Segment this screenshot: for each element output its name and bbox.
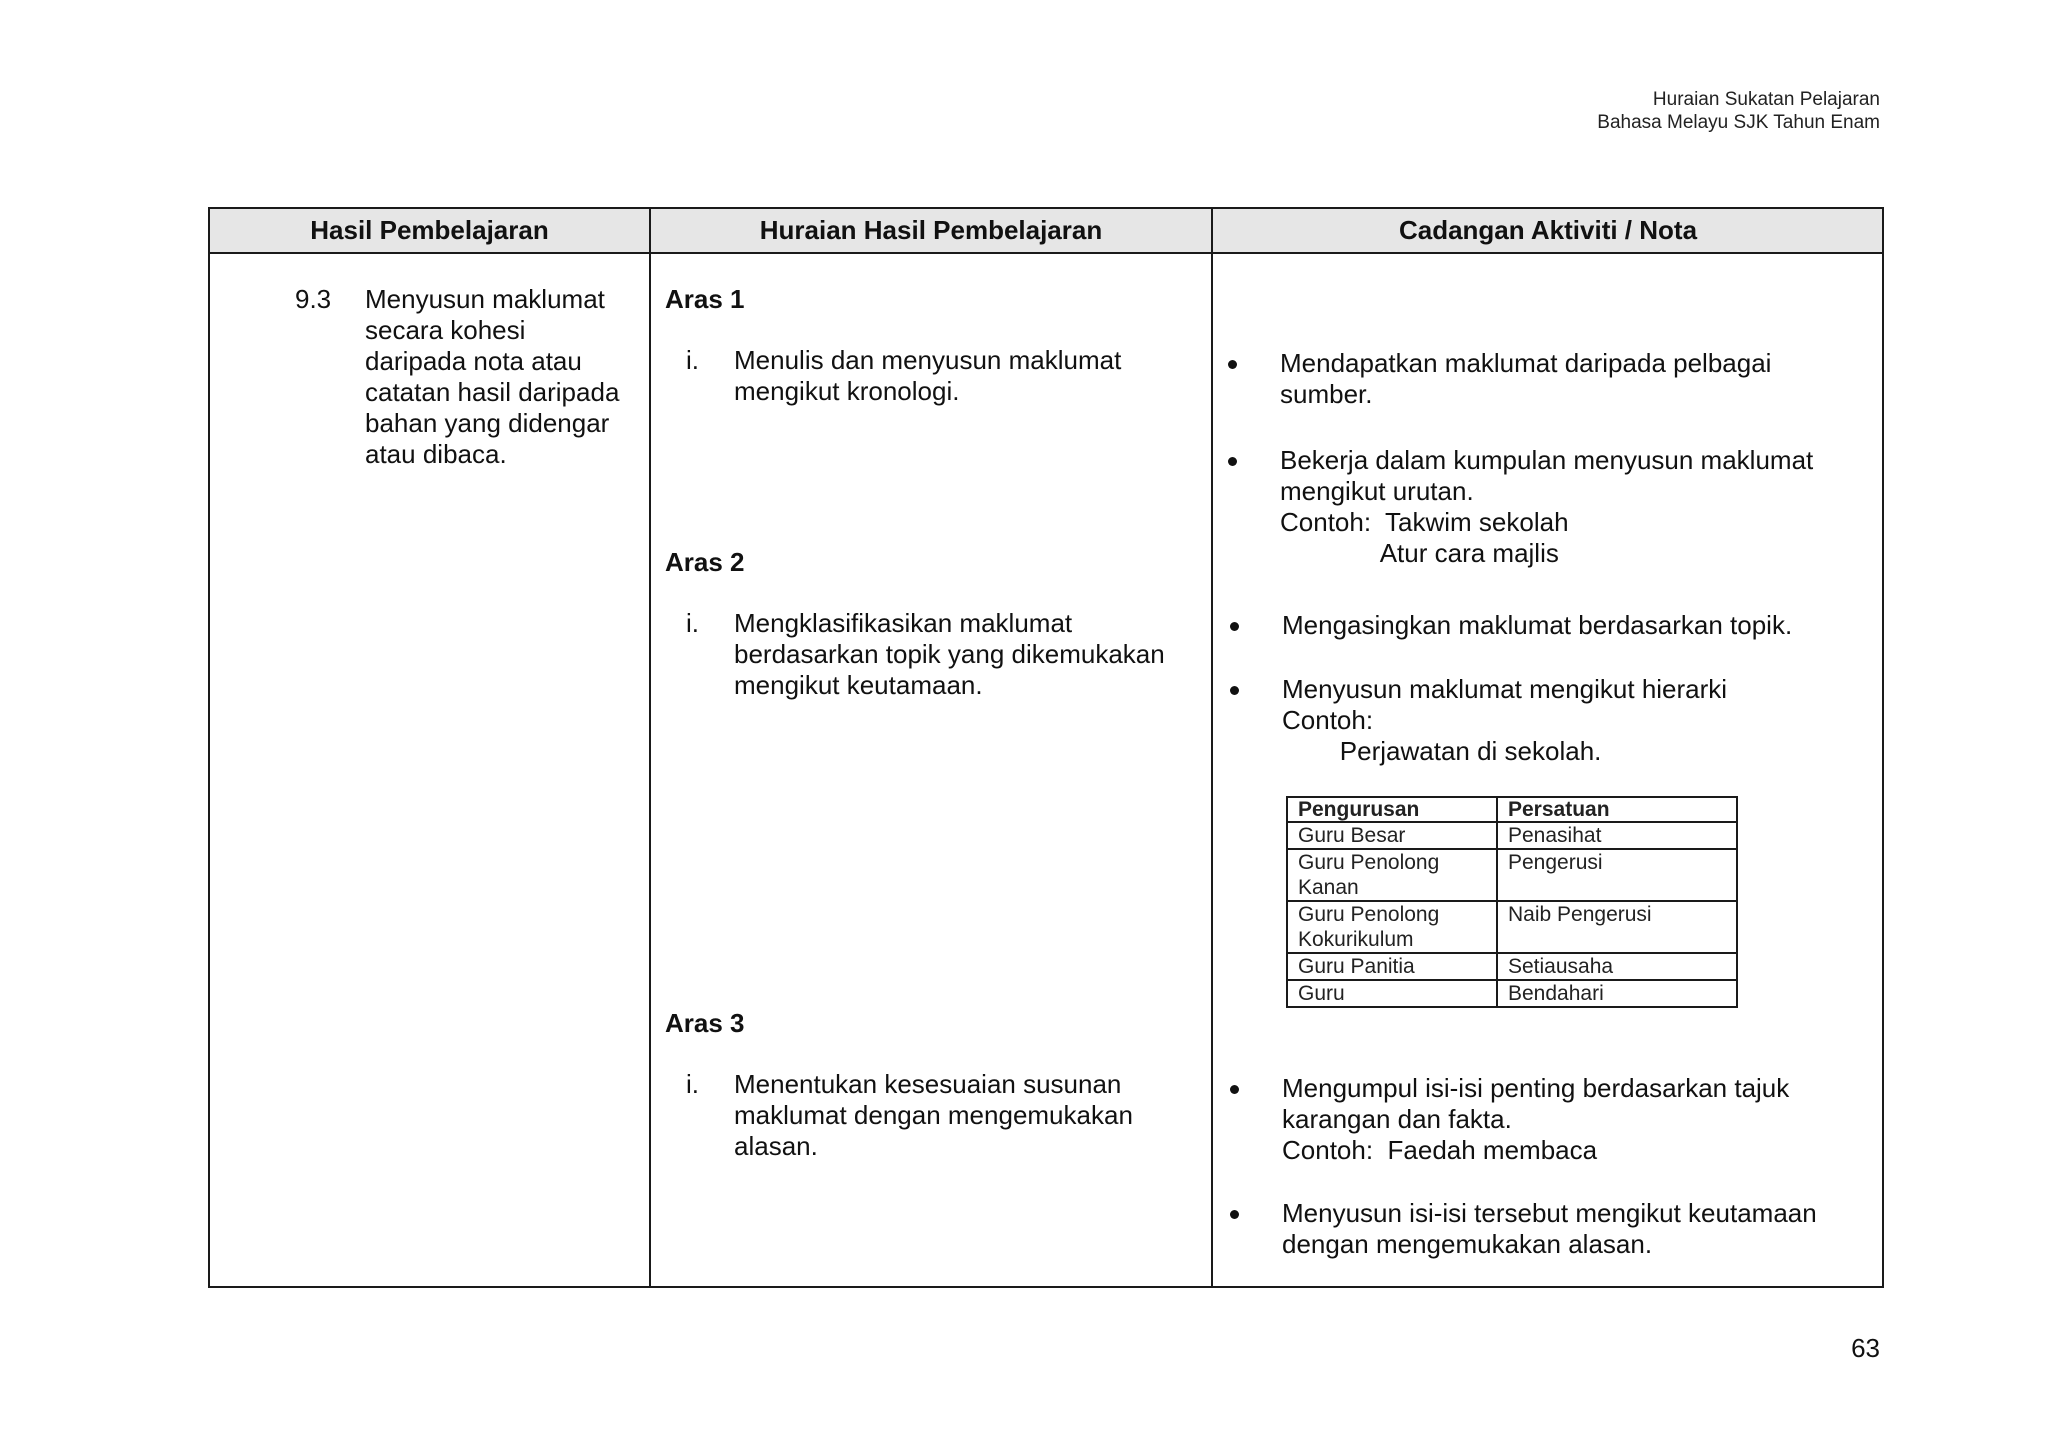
level-item-line: Mengklasifikasikan maklumat	[734, 608, 1073, 638]
activity-line: dengan mengemukakan alasan.	[1282, 1229, 1653, 1259]
activity-line: Atur cara majlis	[1280, 538, 1559, 568]
column-header-suggested-activities: Cadangan Aktiviti / Nota	[1398, 215, 1698, 245]
activity-line: sumber.	[1280, 379, 1373, 409]
activity-line: Menyusun maklumat mengikut hierarki	[1282, 674, 1728, 704]
table-cell: Pengerusi	[1497, 849, 1737, 901]
bullet-icon	[1230, 686, 1239, 695]
bullet-icon	[1230, 1210, 1239, 1219]
activity-line: Mengasingkan maklumat berdasarkan topik.	[1282, 610, 1793, 640]
activity-line: Bekerja dalam kumpulan menyusun maklumat	[1280, 445, 1814, 475]
level-item-line: alasan.	[734, 1131, 818, 1161]
hierarchy-header-association: Persatuan	[1497, 797, 1737, 822]
activity-line: Mendapatkan maklumat daripada pelbagai	[1280, 348, 1772, 378]
level-item-line: berdasarkan topik yang dikemukakan	[734, 639, 1165, 669]
column-divider	[1211, 209, 1213, 1286]
outcome-number: 9.3	[295, 284, 332, 314]
bullet-icon	[1228, 457, 1237, 466]
level-item-line: maklumat dengan mengemukakan	[734, 1100, 1133, 1130]
column-header-learning-outcome: Hasil Pembelajaran	[310, 215, 549, 245]
table-cell: Setiausaha	[1497, 953, 1737, 980]
header-line-1: Huraian Sukatan Pelajaran	[1652, 89, 1880, 110]
bullet-icon	[1228, 360, 1237, 369]
table-cell: Guru Penolong Kokurikulum	[1287, 901, 1497, 953]
table-row	[1287, 849, 1737, 901]
activity-line: Contoh:	[1282, 705, 1374, 735]
syllabus-table	[208, 207, 1884, 1288]
table-cell: Guru Besar	[1287, 822, 1497, 849]
table-cell: Naib Pengerusi	[1497, 901, 1737, 953]
activity-line: Perjawatan di sekolah.	[1282, 736, 1602, 766]
level-item-marker: i.	[686, 608, 699, 638]
level-title: Aras 3	[665, 1008, 745, 1038]
column-divider	[649, 209, 651, 1286]
page-number: 63	[1851, 1333, 1880, 1363]
table-row	[1287, 901, 1737, 953]
table-cell: Guru Penolong Kanan	[1287, 849, 1497, 901]
table-header-row	[210, 209, 1882, 254]
activity-line: karangan dan fakta.	[1282, 1104, 1512, 1134]
outcome-line: daripada nota atau	[365, 346, 582, 376]
hierarchy-header-management: Pengurusan	[1287, 797, 1497, 822]
outcome-line: catatan hasil daripada	[365, 377, 620, 407]
table-row	[1287, 822, 1737, 849]
activity-line: Contoh: Takwim sekolah	[1280, 507, 1569, 537]
table-row	[1287, 953, 1737, 980]
bullet-icon	[1230, 1085, 1239, 1094]
level-item-line: mengikut keutamaan.	[734, 670, 983, 700]
level-title: Aras 2	[665, 547, 745, 577]
outcome-line: atau dibaca.	[365, 439, 507, 469]
level-item-line: mengikut kronologi.	[734, 376, 960, 406]
level-item-line: Menentukan kesesuaian susunan	[734, 1069, 1122, 1099]
outcome-line: Menyusun maklumat	[365, 284, 605, 314]
outcome-line: bahan yang didengar	[365, 408, 610, 438]
bullet-icon	[1230, 622, 1239, 631]
table-cell: Guru Panitia	[1287, 953, 1497, 980]
level-item-marker: i.	[686, 1069, 699, 1099]
activity-line: Menyusun isi-isi tersebut mengikut keutamaan	[1282, 1198, 1817, 1228]
column-header-outcome-description: Huraian Hasil Pembelajaran	[759, 215, 1103, 245]
table-row	[1287, 797, 1737, 822]
hierarchy-table	[1286, 796, 1738, 1008]
outcome-line: secara kohesi	[365, 315, 526, 345]
activity-line: Contoh: Faedah membaca	[1282, 1135, 1598, 1165]
level-item-marker: i.	[686, 345, 699, 375]
header-line-2: Bahasa Melayu SJK Tahun Enam	[1597, 112, 1880, 133]
table-cell: Bendahari	[1497, 980, 1737, 1007]
level-item-line: Menulis dan menyusun maklumat	[734, 345, 1122, 375]
activity-line: mengikut urutan.	[1280, 476, 1474, 506]
table-cell: Guru	[1287, 980, 1497, 1007]
document-header	[1597, 88, 1880, 134]
table-row	[1287, 980, 1737, 1007]
activity-line: Mengumpul isi-isi penting berdasarkan tajuk	[1282, 1073, 1790, 1103]
table-cell: Penasihat	[1497, 822, 1737, 849]
level-title: Aras 1	[665, 284, 745, 314]
